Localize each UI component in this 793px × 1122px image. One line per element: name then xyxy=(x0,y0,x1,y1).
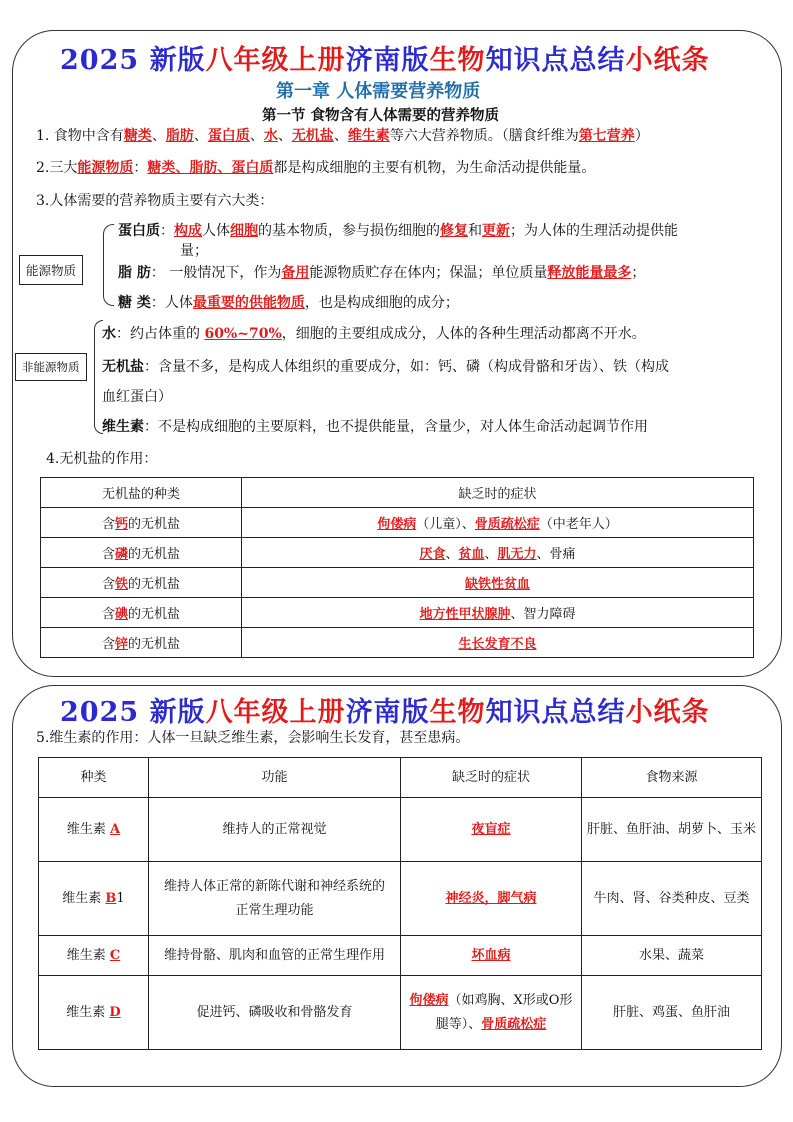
table-header: 功能 xyxy=(149,758,401,798)
fat-line: 脂 肪： 一般情况下，作为备用能源物质贮存在体内；保温；单位质量释放能量最多； xyxy=(118,265,646,281)
water-line: 水：约占体重的 60%~70%，细胞的主要组成成分，人体的各种生理活动都离不开水。 xyxy=(102,326,646,342)
table-row: 含碘的无机盐 地方性甲状腺肿、智力障碍 xyxy=(41,598,754,628)
non-energy-label: 非能源物质 xyxy=(15,353,87,381)
table-header: 食物来源 xyxy=(582,758,762,798)
salt-line: 无机盐：含量不多，是构成人体组织的重要成分，如：钙、磷（构成骨骼和牙齿）、铁（构成 xyxy=(102,359,669,375)
vitamin-table xyxy=(38,757,762,1050)
table-row: 含锌的无机盐 生长发育不良 xyxy=(41,628,754,658)
item-2: 2.三大能源物质：糖类、脂肪、蛋白质都是构成细胞的主要有机物，为生命活动提供能量。 xyxy=(36,160,596,176)
salt-table xyxy=(40,477,754,658)
table-row: 含钙的无机盐 佝偻病（儿童）、骨质疏松症（中老年人） xyxy=(41,508,754,538)
table-row: 维生素 B1 维持人体正常的新陈代谢和神经系统的 正常生理功能 神经炎，脚气病 牛肉、肾、谷类种皮、豆类 xyxy=(39,862,762,936)
table-row: 维生素 D 促进钙、磷吸收和骨骼发育 佝偻病（如鸡胸、X形或O形 腿等）、骨质疏松症 肝脏、鸡蛋、鱼肝油 xyxy=(39,976,762,1050)
section-heading: 第一节 食物含有人体需要的营养物质 xyxy=(262,107,500,124)
page2-title: 2025 新版八年级上册济南版生物知识点总结小纸条 xyxy=(60,697,710,728)
energy-brace xyxy=(103,224,114,306)
table-header: 无机盐的种类 xyxy=(41,478,242,508)
protein-line: 蛋白质：构成人体细胞的基本物质，参与损伤细胞的修复和更新；为人体的生理活动提供能 xyxy=(118,223,678,239)
table-row: 含铁的无机盐 缺铁性贫血 xyxy=(41,568,754,598)
table-row: 维生素 A 维持人的正常视觉 夜盲症 肝脏、鱼肝油、胡萝卜、玉米 xyxy=(39,798,762,862)
item-4: 4.无机盐的作用： xyxy=(46,451,158,467)
table-header: 缺乏时的症状 xyxy=(401,758,582,798)
item-1: 1. 食物中含有糖类、脂肪、蛋白质、水、无机盐、维生素等六大营养物质。（膳食纤维为第七营养） xyxy=(36,128,649,144)
page1-title: 2025 新版八年级上册济南版生物知识点总结小纸条 xyxy=(60,45,710,76)
table-header-row xyxy=(39,758,762,798)
sugar-line: 糖 类：人体最重要的供能物质，也是构成细胞的成分； xyxy=(118,295,459,311)
table-header: 种类 xyxy=(39,758,149,798)
table-row: 维生素 C 维持骨骼、肌肉和血管的正常生理作用 坏血病 水果、蔬菜 xyxy=(39,936,762,976)
table-row: 含磷的无机盐 厌食、贫血、肌无力、骨痛 xyxy=(41,538,754,568)
energy-label: 能源物质 xyxy=(19,255,83,285)
protein-line-2: 量； xyxy=(180,243,208,259)
item-3: 3.人体需要的营养物质主要有六大类： xyxy=(36,193,274,209)
vitamin-line: 维生素：不是构成细胞的主要原料，也不提供能量，含量少，对人体生命活动起调节作用 xyxy=(102,419,648,435)
salt-line-2: 血红蛋白） xyxy=(102,389,172,405)
item-5: 5.维生素的作用：人体一旦缺乏维生素，会影响生长发育，甚至患病。 xyxy=(36,730,470,746)
table-header-row xyxy=(41,478,754,508)
chapter-heading: 第一章 人体需要营养物质 xyxy=(276,81,481,102)
table-header: 缺乏时的症状 xyxy=(242,478,754,508)
